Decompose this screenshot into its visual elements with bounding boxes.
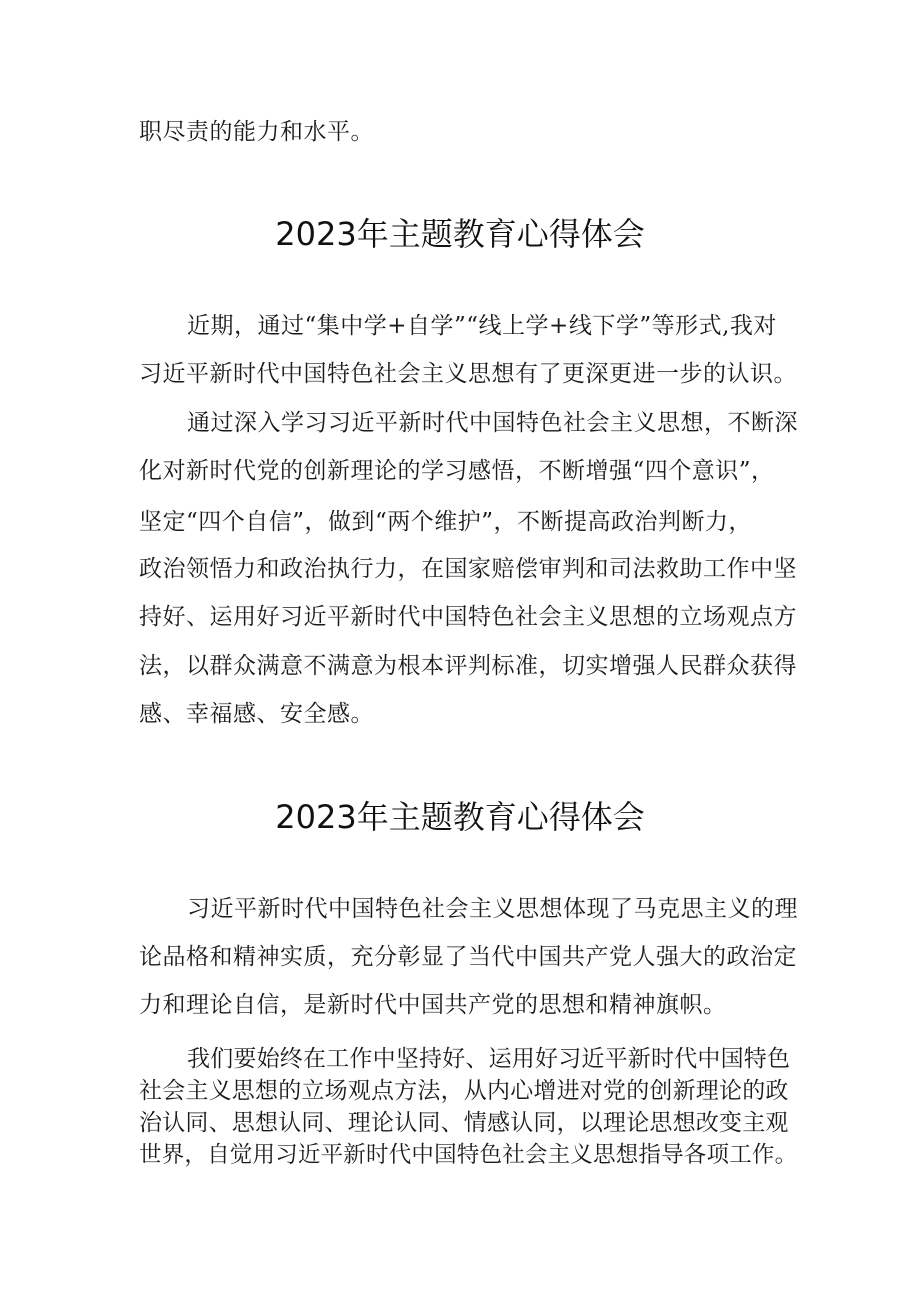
section2-para1-line: 力和理论自信，是新时代中国共产党的思想和精神旗帜。	[139, 992, 727, 1018]
section1-para1-line: 近期，通过“集中学+自学”“线上学+线下学”等形式,我对	[187, 313, 777, 339]
section1-para2-line: 法，以群众满意不满意为根本评判标准，切实增强人民群众获得	[139, 653, 797, 679]
section1-para1-line: 习近平新时代中国特色社会主义思想有了更深更进一步的认识。	[139, 361, 797, 387]
intro-line: 职尽责的能力和水平。	[139, 119, 374, 145]
section1-title: 2023年主题教育心得体会	[275, 215, 645, 253]
section2-para2-line: 我们要始终在工作中坚持好、运用好习近平新时代中国特色	[187, 1046, 791, 1072]
section2-para1-line: 论品格和精神实质，充分彰显了当代中国共产党人强大的政治定	[139, 944, 797, 970]
section1-para2-line: 政治领悟力和政治执行力，在国家赔偿审判和司法救助工作中坚	[139, 556, 797, 582]
section2-para2-line: 世界，自觉用习近平新时代中国特色社会主义思想指导各项工作。	[139, 1142, 798, 1168]
section1-para2-line: 化对新时代党的创新理论的学习感悟，不断增强“四个意识”，	[139, 458, 775, 484]
section1-para2-line: 感、幸福感、安全感。	[139, 701, 374, 727]
section2-para1-line: 习近平新时代中国特色社会主义思想体现了马克思主义的理	[187, 896, 798, 922]
section2-para2-line: 社会主义思想的立场观点方法，从内心增进对党的创新理论的政	[139, 1078, 789, 1104]
section1-para2-line: 通过深入学习习近平新时代中国特色社会主义思想，不断深	[187, 410, 798, 436]
section1-para2-line: 持好、运用好习近平新时代中国特色社会主义思想的立场观点方	[139, 604, 797, 630]
section2-title: 2023年主题教育心得体会	[275, 798, 645, 836]
section1-para2-line: 坚定“四个自信”，做到“两个维护”，不断提高政治判断力，	[139, 509, 753, 535]
section2-para2-line: 治认同、思想认同、理论认同、情感认同，以理论思想改变主观	[139, 1110, 789, 1136]
